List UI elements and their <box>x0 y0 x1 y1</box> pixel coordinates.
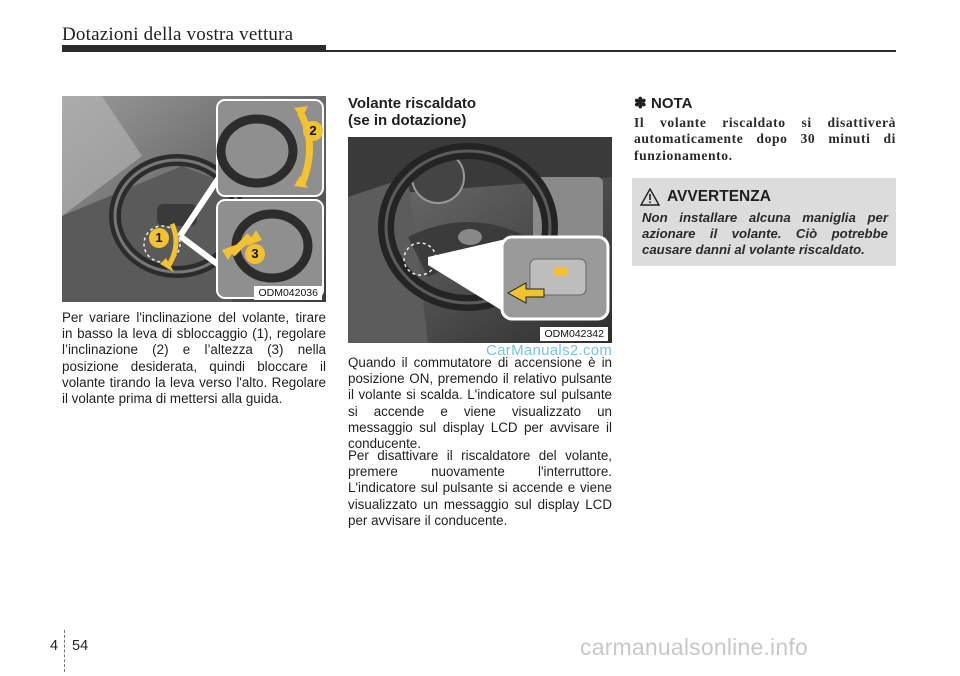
footer-site-watermark: carmanualsonline.info <box>580 634 808 660</box>
heated-wheel-heading <box>348 95 612 129</box>
callout-1: 1 <box>149 228 169 248</box>
heated-wheel-para-1: Quando il commutatore di accensione è in posizione ON, premendo il relativo pulsante il volante si scalda. L'indicatore sul pulsante si accende e viene visualizzato un messaggio sul display LCD per avvisare il conducente. <box>348 355 612 452</box>
header-bar <box>62 45 326 52</box>
warning-icon <box>640 188 660 211</box>
heated-wheel-para-2: Per disattivare il riscaldatore del volante, premere nuovamente l'interruttore. L'indicatore sul pulsante si accende e viene visualizzato un messaggio sul display LCD per avvisare il conducente. <box>348 448 612 528</box>
heated-wheel-figure <box>348 137 612 343</box>
watermark-text: CarManuals2.com <box>486 342 613 359</box>
figure-code: ODM042342 <box>540 327 608 341</box>
nota-heading <box>634 94 898 113</box>
warning-text: Non installare alcuna maniglia per azionare il volante. Ciò potrebbe causare danni al volante riscaldato. <box>642 210 888 257</box>
nota-title: NOTA <box>651 95 693 112</box>
heading-line-1: Volante riscaldato <box>348 95 477 112</box>
adjust-instructions: Per variare l'inclinazione del volante, tirare in basso la leva di sbloccaggio (1), regolare l’inclinazione (2) e l’altezza (3) nella posizione desiderata, quindi bloccare il volante tirando la leva verso l'alto. Regolare il volante prima di mettersi alla guida. <box>62 310 326 407</box>
callout-2: 2 <box>303 121 323 141</box>
nota-text: Il volante riscaldato si disattiverà automaticamente dopo 30 minuti di funzionamento. <box>634 115 896 163</box>
page-number: 54 <box>72 638 89 654</box>
header-rule <box>326 50 896 52</box>
warning-box <box>632 178 896 266</box>
warning-title: AVVERTENZA <box>667 188 771 205</box>
page-divider <box>64 630 65 672</box>
figure-code: ODM042036 <box>254 286 322 300</box>
heading-line-2: (se in dotazione) <box>348 112 467 129</box>
callout-3: 3 <box>245 244 265 264</box>
nota-symbol: ✽ <box>634 95 647 112</box>
section-title: Dotazioni della vostra vettura <box>62 24 294 45</box>
steering-adjust-figure <box>62 96 326 302</box>
chapter-number: 4 <box>50 638 59 654</box>
